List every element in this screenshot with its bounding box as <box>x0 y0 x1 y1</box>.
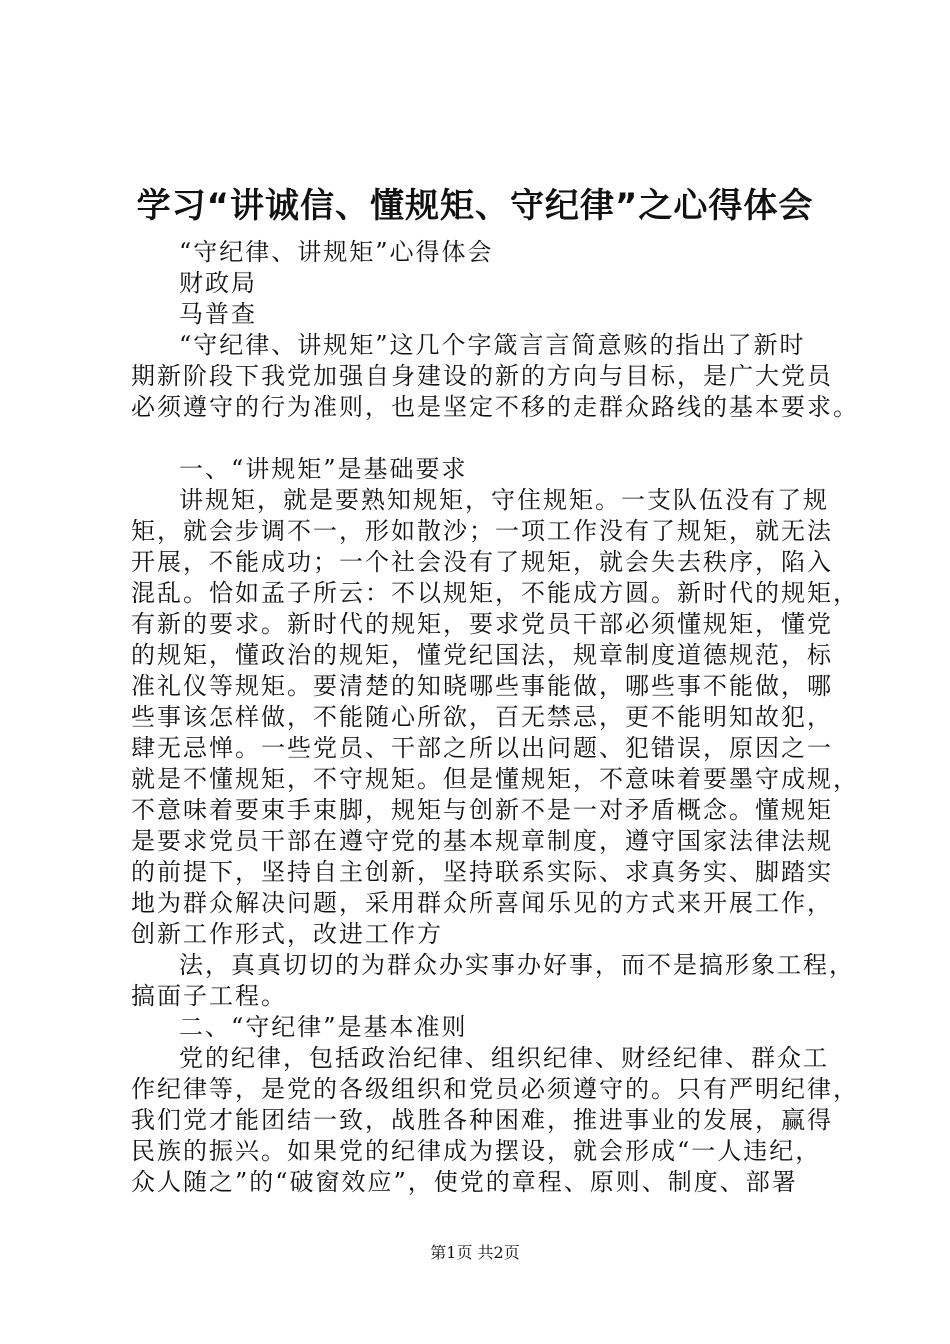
document-title: 学习“讲诚信、懂规矩、守纪律”之心得体会 <box>136 186 814 226</box>
page-total: 共2页 <box>477 1243 520 1262</box>
section-heading: 一、“讲规矩”是基础要求 <box>179 455 468 483</box>
page-footer <box>0 1242 950 1264</box>
paragraph-line: 的前提下，坚持自主创新，坚持联系实际、求真务实、脚踏实 <box>131 858 833 886</box>
paragraph-line: 肆无忌惮。一些党员、干部之所以出问题、犯错误，原因之一 <box>131 734 833 762</box>
blank-line <box>131 423 831 454</box>
department: 财政局 <box>179 269 257 297</box>
paragraph-line: “守纪律、讲规矩”这几个字箴言言简意赅的指出了新时 <box>179 331 806 359</box>
paragraph-line: 开展，不能成功；一个社会没有了规矩，就会失去秩序，陷入 <box>131 548 833 576</box>
paragraph-line: 准礼仪等规矩。要清楚的知晓哪些事能做，哪些事不能做，哪 <box>131 672 833 700</box>
paragraph-line: 地为群众解决问题，采用群众所喜闻乐见的方式来开展工作， <box>131 889 833 917</box>
paragraph-line: 矩，就会步调不一，形如散沙；一项工作没有了规矩，就无法 <box>131 517 833 545</box>
paragraph-line: 党的纪律，包括政治纪律、组织纪律、财经纪律、群众工 <box>179 1044 829 1072</box>
author: 马普查 <box>179 300 257 328</box>
paragraph-line: 民族的振兴。如果党的纪律成为摆设，就会形成“一人违纪， <box>131 1137 822 1165</box>
paragraph-line: 创新工作形式，改进工作方 <box>131 920 443 948</box>
paragraph-line: 混乱。恰如孟子所云：不以规矩，不能成方圆。新时代的规矩， <box>131 579 859 607</box>
paragraph-line: 我们党才能团结一致，战胜各种困难，推进事业的发展，赢得 <box>131 1106 833 1134</box>
paragraph-line: 法，真真切切的为群众办实事办好事，而不是搞形象工程， <box>179 951 855 979</box>
paragraph-line: 期新阶段下我党加强自身建设的新的方向与目标，是广大党员 <box>131 362 833 390</box>
paragraph-line: 必须遵守的行为准则，也是坚定不移的走群众路线的基本要求。 <box>131 393 859 421</box>
subtitle: “守纪律、讲规矩”心得体会 <box>179 238 494 266</box>
page-number: 第1页 <box>430 1243 473 1262</box>
paragraph-line: 搞面子工程。 <box>131 982 287 1010</box>
paragraph-line: 些事该怎样做，不能随心所欲，百无禁忌，更不能明知故犯， <box>131 703 833 731</box>
paragraph-line: 作纪律等，是党的各级组织和党员必须遵守的。只有严明纪律， <box>131 1075 859 1103</box>
paragraph-line: 讲规矩，就是要熟知规矩，守住规矩。一支队伍没有了规 <box>179 486 829 514</box>
paragraph-line: 就是不懂规矩，不守规矩。但是懂规矩，不意味着要墨守成规， <box>131 765 859 793</box>
paragraph-line: 不意味着要束手束脚，规矩与创新不是一对矛盾概念。懂规矩 <box>131 796 833 824</box>
paragraph-line: 有新的要求。新时代的规矩，要求党员干部必须懂规矩，懂党 <box>131 610 833 638</box>
paragraph-line: 是要求党员干部在遵守党的基本规章制度，遵守国家法律法规 <box>131 827 833 855</box>
paragraph-line: 的规矩，懂政治的规矩，懂党纪国法，规章制度道德规范，标 <box>131 641 833 669</box>
section-heading: 二、“守纪律”是基本准则 <box>179 1013 468 1041</box>
paragraph-line: 众人随之”的“破窗效应”，使党的章程、原则、制度、部署 <box>131 1168 798 1196</box>
document-body <box>131 237 859 1198</box>
